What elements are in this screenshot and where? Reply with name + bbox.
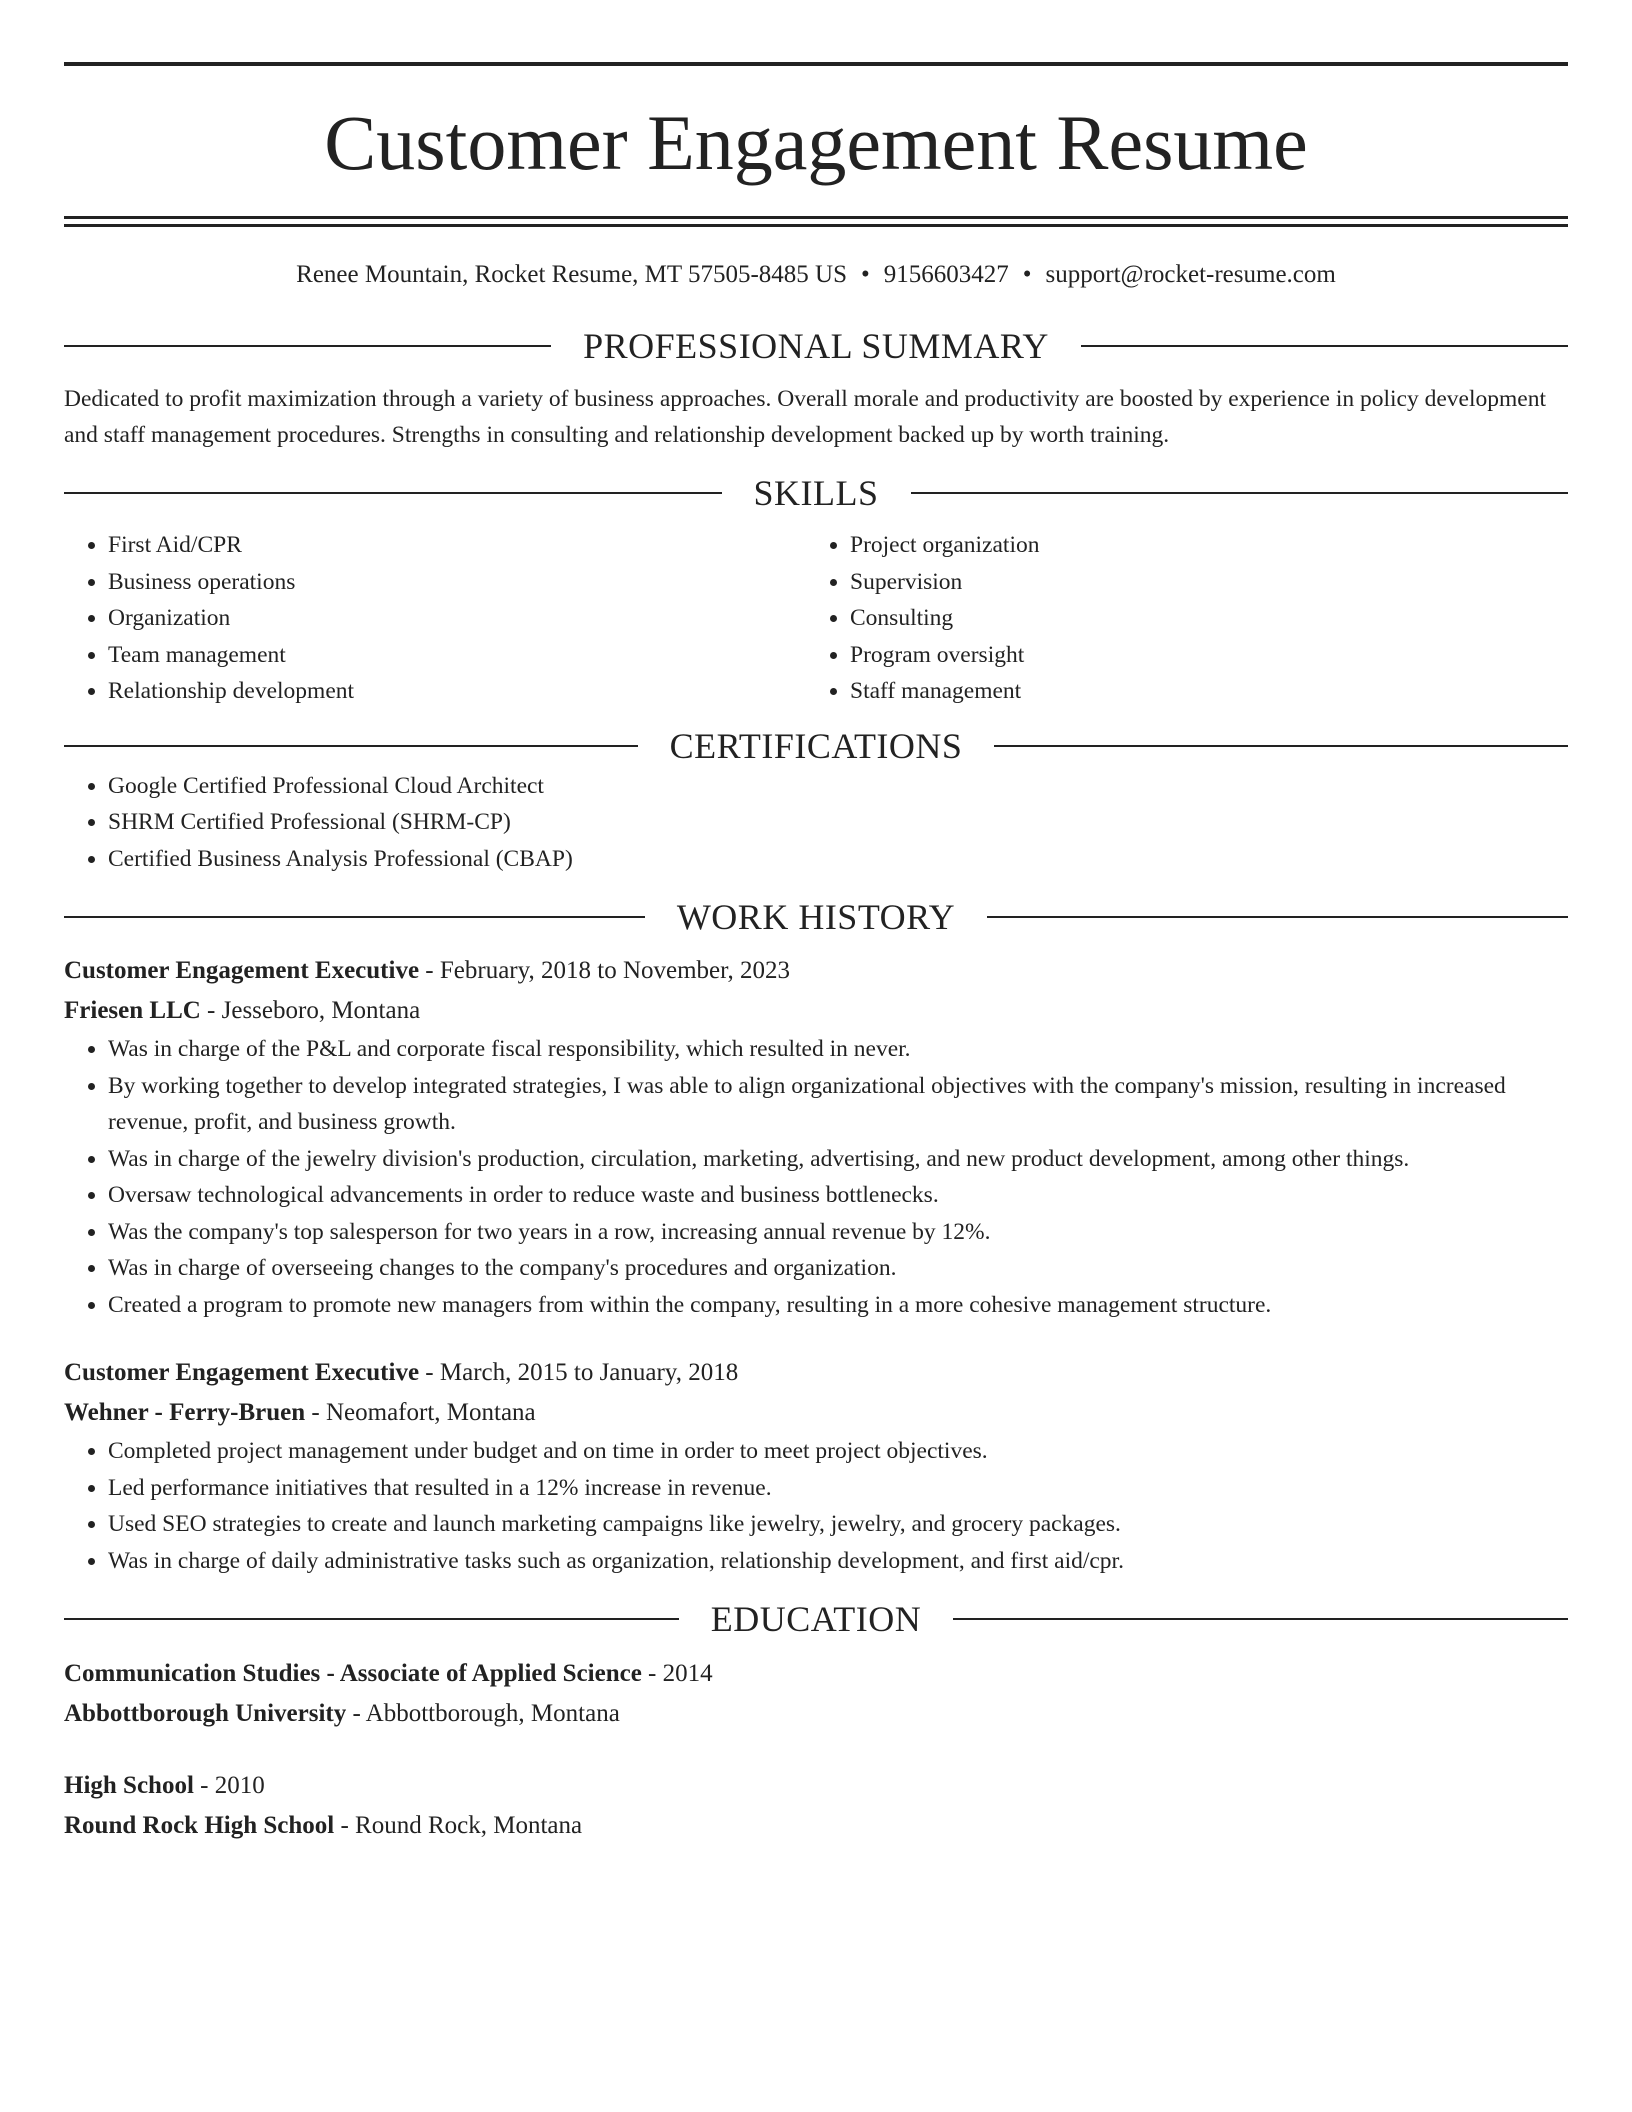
- education-year: - 2010: [193, 1772, 265, 1799]
- education-school-line: [64, 1694, 1568, 1734]
- job-company: Wehner - Ferry-Bruen: [64, 1399, 306, 1426]
- section-rule: [1081, 345, 1568, 347]
- certification-item: • Google Certified Professional Cloud Architect: [108, 768, 1568, 805]
- job-bullet: • Was in charge of daily administrative tasks such as organization, relationship development, and first aid/cpr.: [108, 1543, 1568, 1580]
- education-degree: High School: [64, 1772, 194, 1799]
- contact-phone: 9156603427: [883, 261, 1009, 288]
- certifications-list: [64, 768, 1568, 878]
- skill-item: • First Aid/CPR: [108, 527, 806, 564]
- skills-column-left: [64, 527, 806, 710]
- skills-heading: SKILLS: [753, 473, 879, 513]
- job-bullet: • Led performance initiatives that resulted in a 12% increase in revenue.: [108, 1470, 1568, 1507]
- summary-section-header: [64, 324, 1568, 368]
- education-school: Abbottborough University: [64, 1700, 347, 1727]
- education-school: Round Rock High School: [64, 1812, 335, 1839]
- skills-list-right: [806, 527, 1548, 710]
- job-bullet: • Completed project management under budget and on time in order to meet project objectives.: [108, 1433, 1568, 1470]
- skill-item: • Consulting: [850, 600, 1548, 637]
- education-degree-line: [64, 1654, 1568, 1694]
- section-rule: [64, 345, 551, 347]
- education-entry: [64, 1766, 1568, 1846]
- contact-email: support@rocket-resume.com: [1045, 261, 1336, 288]
- section-rule: [953, 1618, 1568, 1620]
- section-rule: [987, 916, 1568, 918]
- job-bullet: • Oversaw technological advancements in order to reduce waste and business bottlenecks.: [108, 1177, 1568, 1214]
- skill-item: • Relationship development: [108, 673, 806, 710]
- job-bullets: [64, 1031, 1568, 1323]
- certification-item: • Certified Business Analysis Professional (CBAP): [108, 841, 1568, 878]
- job-title-line: [64, 1353, 1568, 1393]
- certification-item: • SHRM Certified Professional (SHRM-CP): [108, 804, 1568, 841]
- job-bullet: • Was in charge of the jewelry division's production, circulation, marketing, advertising, and new product development, among other things.: [108, 1141, 1568, 1178]
- education-school-line: [64, 1806, 1568, 1846]
- section-rule: [64, 492, 722, 494]
- section-rule: [911, 492, 1569, 494]
- job-entry: [64, 951, 1568, 1323]
- education-section-header: [64, 1597, 1568, 1641]
- contact-separator: •: [861, 261, 870, 288]
- summary-heading: PROFESSIONAL SUMMARY: [583, 326, 1049, 366]
- job-bullet: • By working together to develop integrated strategies, I was able to align organizational objectives with the company's mission, resulting in increased revenue, profit, and business growth.: [108, 1068, 1568, 1141]
- skill-item: • Supervision: [850, 564, 1548, 601]
- job-location: - Neomafort, Montana: [305, 1399, 536, 1426]
- skill-item: • Project organization: [850, 527, 1548, 564]
- job-company-line: [64, 1393, 1568, 1433]
- education-year: - 2014: [641, 1660, 713, 1687]
- education-degree: Communication Studies - Associate of Applied Science: [64, 1660, 642, 1687]
- education-location: - Round Rock, Montana: [334, 1812, 583, 1839]
- certifications-heading: CERTIFICATIONS: [669, 725, 963, 766]
- work-heading: WORK HISTORY: [676, 897, 956, 937]
- section-rule: [64, 745, 638, 747]
- job-entry: [64, 1353, 1568, 1579]
- work-section-header: [64, 895, 1568, 939]
- skill-item: • Organization: [108, 600, 806, 637]
- job-bullets: [64, 1433, 1568, 1579]
- job-title: Customer Engagement Executive: [64, 957, 420, 984]
- skill-item: • Program oversight: [850, 637, 1548, 674]
- job-bullet: • Was the company's top salesperson for two years in a row, increasing annual revenue by 12%.: [108, 1214, 1568, 1251]
- job-bullet: • Was in charge of the P&L and corporate fiscal responsibility, which resulted in never.: [108, 1031, 1568, 1068]
- education-entry: [64, 1654, 1568, 1734]
- job-location: - Jesseboro, Montana: [200, 997, 421, 1024]
- education-location: - Abbottborough, Montana: [346, 1700, 620, 1727]
- contact-separator: •: [1022, 261, 1032, 288]
- contact-line: [64, 260, 1568, 290]
- certifications-section-header: [64, 724, 1568, 768]
- resume-title: Customer Engagement Resume: [324, 99, 1308, 186]
- education-heading: EDUCATION: [710, 1599, 922, 1639]
- title-double-rule: [64, 216, 1568, 227]
- summary-text: Dedicated to profit maximization through a variety of business approaches. Overall morale and productivity are boosted by experience in policy development and staff management procedures. Strengths in consulting and relationship development backed up by worth training.: [64, 386, 1546, 448]
- job-bullet: • Was in charge of overseeing changes to the company's procedures and organization.: [108, 1250, 1568, 1287]
- skill-item: • Staff management: [850, 673, 1548, 710]
- job-title-line: [64, 951, 1568, 991]
- skills-section-header: [64, 471, 1568, 515]
- job-bullet: • Created a program to promote new managers from within the company, resulting in a more cohesive management structure.: [108, 1287, 1568, 1324]
- skill-item: • Team management: [108, 637, 806, 674]
- job-title: Customer Engagement Executive: [64, 1359, 420, 1386]
- job-dates: - February, 2018 to November, 2023: [419, 957, 790, 984]
- skills-list-left: [64, 527, 806, 710]
- skills-column-right: [806, 527, 1548, 710]
- education-degree-line: [64, 1766, 1568, 1806]
- job-bullet: • Used SEO strategies to create and launch marketing campaigns like jewelry, jewelry, and grocery packages.: [108, 1506, 1568, 1543]
- skills-grid: [64, 527, 1568, 710]
- skill-item: • Business operations: [108, 564, 806, 601]
- section-rule: [64, 916, 645, 918]
- contact-address: Renee Mountain, Rocket Resume, MT 57505-8485 US: [296, 261, 848, 288]
- job-company-line: [64, 991, 1568, 1031]
- top-rule: [64, 62, 1568, 66]
- job-company: Friesen LLC: [64, 997, 201, 1024]
- job-dates: - March, 2015 to January, 2018: [419, 1359, 739, 1386]
- section-rule: [994, 745, 1568, 747]
- section-rule: [64, 1618, 679, 1620]
